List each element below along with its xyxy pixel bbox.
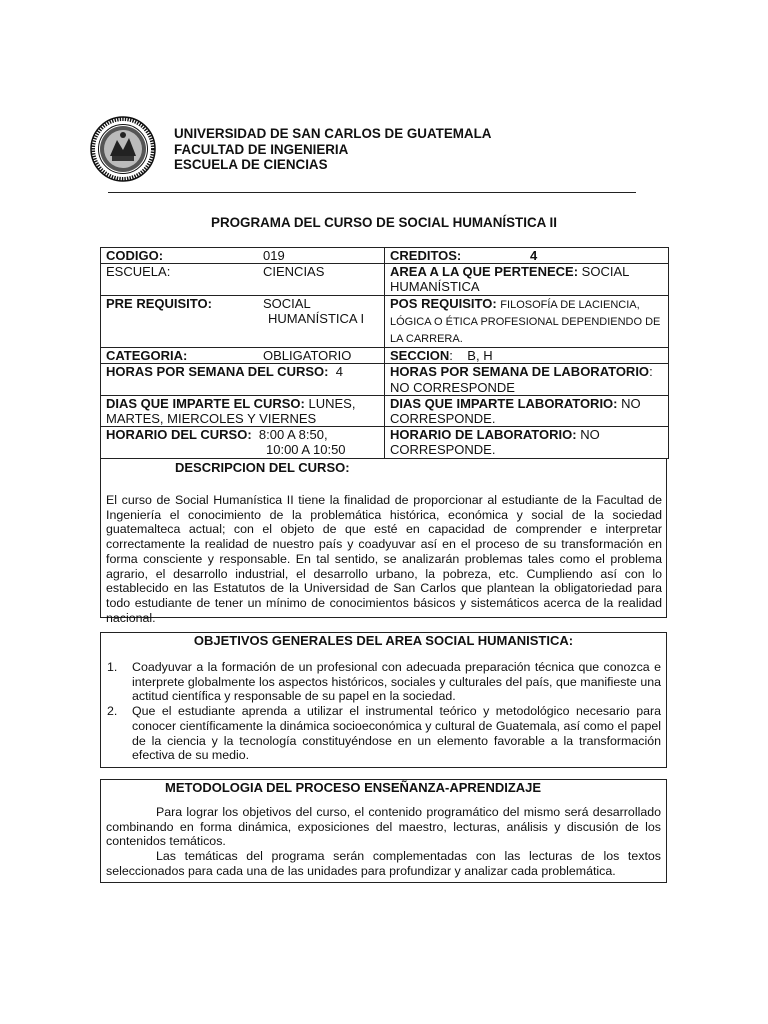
faculty-name: FACULTAD DE INGENIERIA <box>174 141 349 157</box>
table-row <box>101 295 669 348</box>
horario-lab-value: NO CORRESPONDE. <box>390 427 600 458</box>
categoria-value: OBLIGATORIO <box>263 348 352 364</box>
posreq-label: POS REQUISITO: <box>390 295 497 311</box>
list-item <box>107 704 661 763</box>
document-title: PROGRAMA DEL CURSO DE SOCIAL HUMANÍSTICA II <box>211 215 557 230</box>
horas-label: HORAS POR SEMANA DEL CURSO: <box>106 364 329 380</box>
item-number: 1. <box>107 660 118 674</box>
horas-lab-label: HORAS POR SEMANA DE LABORATORIO <box>390 364 650 380</box>
descripcion-text: El curso de Social Humanística II tiene la finalidad de proporcionar al estudiante de la Facultad de Ingeniería el conocimiento de la problemática histórica, económica y social de la sociedad guatemalteca actual; con el objeto de que esté en capacidad de comprender e interpretar correctamente la realidad de nuestro país y coadyuvar así en el proceso de su transformación en forma consciente y responsable. En tal sentido, se analizarán problemas tales como el problema agrario, el desarrollo industrial, el desarrollo urbano, la pobreza, etc. Cumpliendo así con lo establecido en las Estatutos de la Universidad de San Carlos que plantean la obligatoriedad para todo estudiante de tener un mínimo de conocimientos básicos y sistemáticos acerca de la realidad nacional. <box>106 493 662 625</box>
objetivos-title: OBJETIVOS GENERALES DEL AREA SOCIAL HUMANISTICA: <box>193 633 574 648</box>
creditos-label: CREDITOS: <box>390 248 462 263</box>
table-row <box>101 364 669 395</box>
objetivos-list <box>107 660 661 763</box>
item-text: Coadyuvar a la formación de un profesional con adecuada preparación técnica que conozca e interprete globalmente los aspectos históricos, sociales y culturales del país, que manifieste una actitud científica y responsable de su papel en la sociedad. <box>132 660 661 704</box>
categoria-label: CATEGORIA: <box>106 348 188 364</box>
table-row <box>101 427 669 458</box>
table-row <box>101 395 669 426</box>
seccion-label: SECCION <box>390 348 450 364</box>
item-text: Que el estudiante aprenda a utilizar el instrumental teórico y metodológico necesario para conocer científicamente la dinámica socioeconómica y cultural de Guatemala, así como el papel de la ciencia y la tecnología constituyéndose en un elemento favorable a la transformación efectiva de su medio. <box>132 704 661 763</box>
seccion-value: : B, H <box>449 348 493 364</box>
prereq-value-2: HUMANÍSTICA I <box>268 310 365 326</box>
university-seal <box>90 116 156 182</box>
descripcion-section <box>100 458 667 625</box>
course-info-table <box>100 247 669 459</box>
escuela-label: ESCUELA: <box>106 264 171 280</box>
horas-lab-value: : NO CORRESPONDE <box>390 364 653 395</box>
metodologia-paragraph-1: Para lograr los objetivos del curso, el contenido programático del mismo será desarrollado combinando en forma dinámica, exposiciones del maestro, lecturas, análisis y discusión de los contenidos temáticos. <box>106 805 661 849</box>
area-value: SOCIAL HUMANÍSTICA <box>390 264 629 295</box>
horario-value-1: 8:00 A 8:50, <box>258 427 328 443</box>
metodologia-section <box>100 779 667 883</box>
dias-label: DIAS QUE IMPARTE EL CURSO: <box>106 395 305 411</box>
escuela-value: CIENCIAS <box>263 264 325 280</box>
metodologia-paragraph-2: Las temáticas del programa serán complementadas con las lecturas de los textos seleccionados para cada una de las unidades para profundizar y analizar cada problemática. <box>106 849 661 878</box>
dias-value: LUNES, MARTES, MIERCOLES Y VIERNES <box>106 395 356 427</box>
codigo-label: CODIGO: <box>106 248 164 263</box>
objetivos-section <box>100 632 667 768</box>
horario-label: HORARIO DEL CURSO: <box>106 427 252 443</box>
horas-value: 4 <box>335 364 343 380</box>
institution-header <box>174 126 491 173</box>
horario-value-2: 10:00 A 10:50 <box>266 442 346 458</box>
posreq-value: FILOSOFÍA DE LACIENCIA, LÓGICA O ÉTICA PROFESIONAL DEPENDIENDO DE LA CARRERA. <box>390 298 661 346</box>
school-name: ESCUELA DE CIENCIAS <box>174 157 328 172</box>
dias-lab-label: DIAS QUE IMPARTE LABORATORIO: <box>390 395 618 411</box>
header-divider <box>108 192 636 193</box>
dias-lab-value: NO CORRESPONDE. <box>390 395 641 427</box>
metodologia-title: METODOLOGIA DEL PROCESO ENSEÑANZA-APRENDIZAJE <box>165 780 542 795</box>
item-number: 2. <box>107 704 118 719</box>
table-row <box>101 348 669 364</box>
university-name: UNIVERSIDAD DE SAN CARLOS DE GUATEMALA <box>174 126 492 141</box>
codigo-value: 019 <box>263 248 285 263</box>
horario-lab-label: HORARIO DE LABORATORIO: <box>390 427 577 443</box>
creditos-value: 4 <box>530 248 538 263</box>
table-row <box>101 264 669 295</box>
table-row <box>101 248 669 264</box>
prereq-label: PRE REQUISITO: <box>106 295 212 311</box>
descripcion-title: DESCRIPCION DEL CURSO: <box>175 460 350 475</box>
list-item <box>107 660 661 704</box>
prereq-value-1: SOCIAL <box>263 295 311 311</box>
area-label: AREA A LA QUE PERTENECE: <box>390 264 579 280</box>
